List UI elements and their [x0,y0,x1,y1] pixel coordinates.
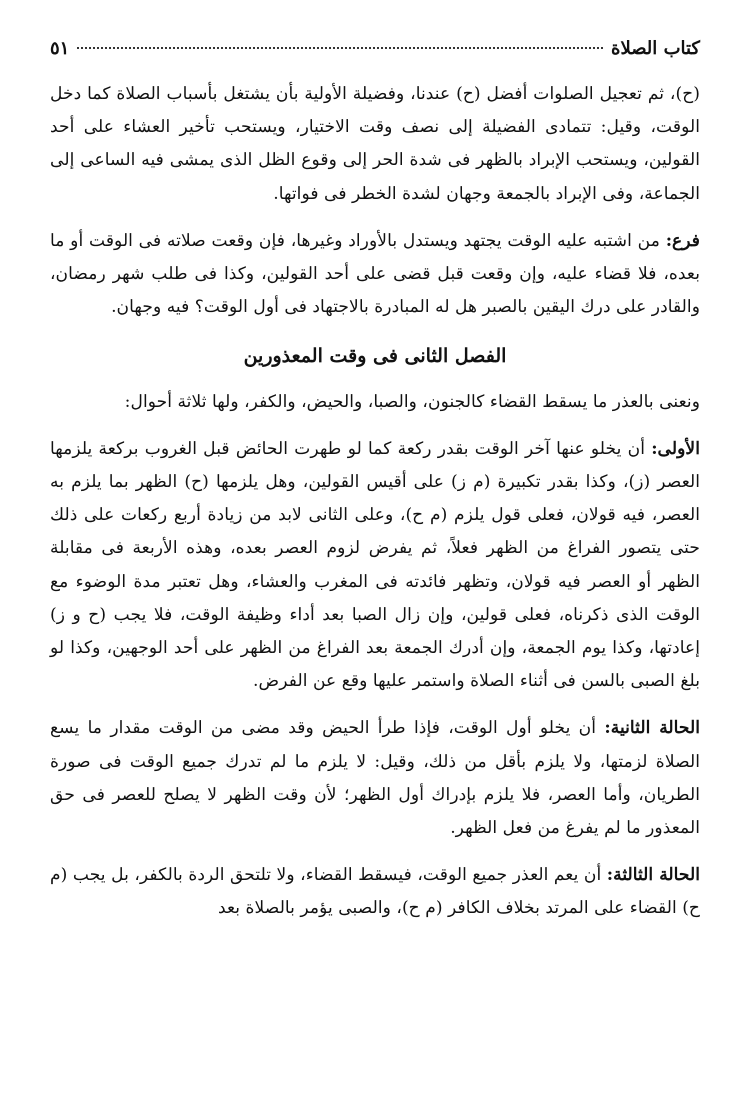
paragraph [50,433,700,699]
paragraph [50,386,700,419]
paragraph [50,859,700,925]
paragraph-text: أن يخلو عنها آخر الوقت بقدر ركعة كما لو طهرت الحائض قبل الغروب بركعة يلزمها العصر (ز)، وكذا بقدر تكبيرة (م ز) على أقيس القولين، وهل يلزمها (ح) الظهر بما يلزم به العصر، فيه قولان، فعلى قول يلزم (م ح)، وعلى الثانى لابد من زيادة أربع ركعات على ذلك حتى يتصور الفراغ من الظهر فعلاً، ثم يفرض لزوم العصر بعده، وهذه الأربعة فى مقابلة الظهر أو العصر فيه قولان، وتظهر فائدته فى المغرب والعشاء، وهل تعتبر مدة الوضوء مع الوقت الذى ذكرناه، فعلى قولين، وإن زال الصبا بعد أداء وظيفة الوقت، فلا يجب (ح و ز) إعادتها، وكذا يوم الجمعة، وإن أدرك الجمعة بعد الفراغ من الظهر على أحد الوجهين، وكذا لو بلغ الصبى بالسن فى أثناء الصلاة واستمر عليها وقع عن الفرض. [50,438,700,692]
paragraph-term: الحالة الثالثة: [606,865,700,886]
paragraph-term: فرع: [665,230,700,251]
paragraph-text: أن يخلو أول الوقت، فإذا طرأ الحيض وقد مضى من الوقت مقدار ما يسع الصلاة لزمتها، ولا يلزم بأقل من ذلك، وقيل: لا يلزم ما لم تدرك جميع الوقت فى صورة الطريان، وأما العصر، فلا يلزم بإدراك أول الظهر؛ لأن وقت الظهر لا يصلح للعصر فى حق المعذور ما لم يفرغ من فعل الظهر. [50,718,700,839]
paragraph [50,225,700,325]
paragraph-term: الحالة الثانية: [604,718,700,739]
paragraph-text: ونعنى بالعذر ما يسقط القضاء كالجنون، والصبا، والحيض، والكفر، ولها ثلاثة أحوال: [124,391,700,412]
header-dot-leader [77,47,603,49]
paragraph-term: الأولى: [651,438,700,459]
section-heading: الفصل الثانى فى وقت المعذورين [243,345,507,368]
paragraph-text: (ح)، ثم تعجيل الصلوات أفضل (ح) عندنا، وفضيلة الأولية بأن يشتغل بأسباب الصلاة كما دخل الوقت، وقيل: تتمادى الفضيلة إلى نصف وقت الاختيار، ويستحب تأخير العشاء على أحد القولين، ويستحب الإبراد بالظهر فى شدة الحر إلى وقوع الظل الذى يمشى فيه الساعى إلى الجماعة، وفى الإبراد بالجمعة وجهان لشدة الخطر فى فواتها. [50,84,700,204]
paragraph-text: من اشتبه عليه الوقت يجتهد ويستدل بالأوراد وغيرها، فإن وقعت صلاته فى الوقت أو ما بعده، فلا قضاء عليه، وإن وقعت قبل قضى على أحد القولين، وكذا فى طلب شهر رمضان، والقادر على درك اليقين بالصبر هل له المبادرة بالاجتهاد فى أول الوقت؟ فيه وجهان. [50,230,700,318]
chapter-title: كتاب الصلاة [611,38,700,59]
paragraph [50,712,700,845]
paragraph-text: أن يعم العذر جميع الوقت، فيسقط القضاء، ولا تلتحق الردة بالكفر، بل يجب (م ح) القضاء على المرتد بخلاف الكافر (م ح)، والصبى يؤمر بالصلاة بعد [50,865,700,919]
running-header [50,38,700,72]
paragraph [50,78,700,211]
page-body [50,78,700,926]
page-number: ٥١ [50,38,70,59]
